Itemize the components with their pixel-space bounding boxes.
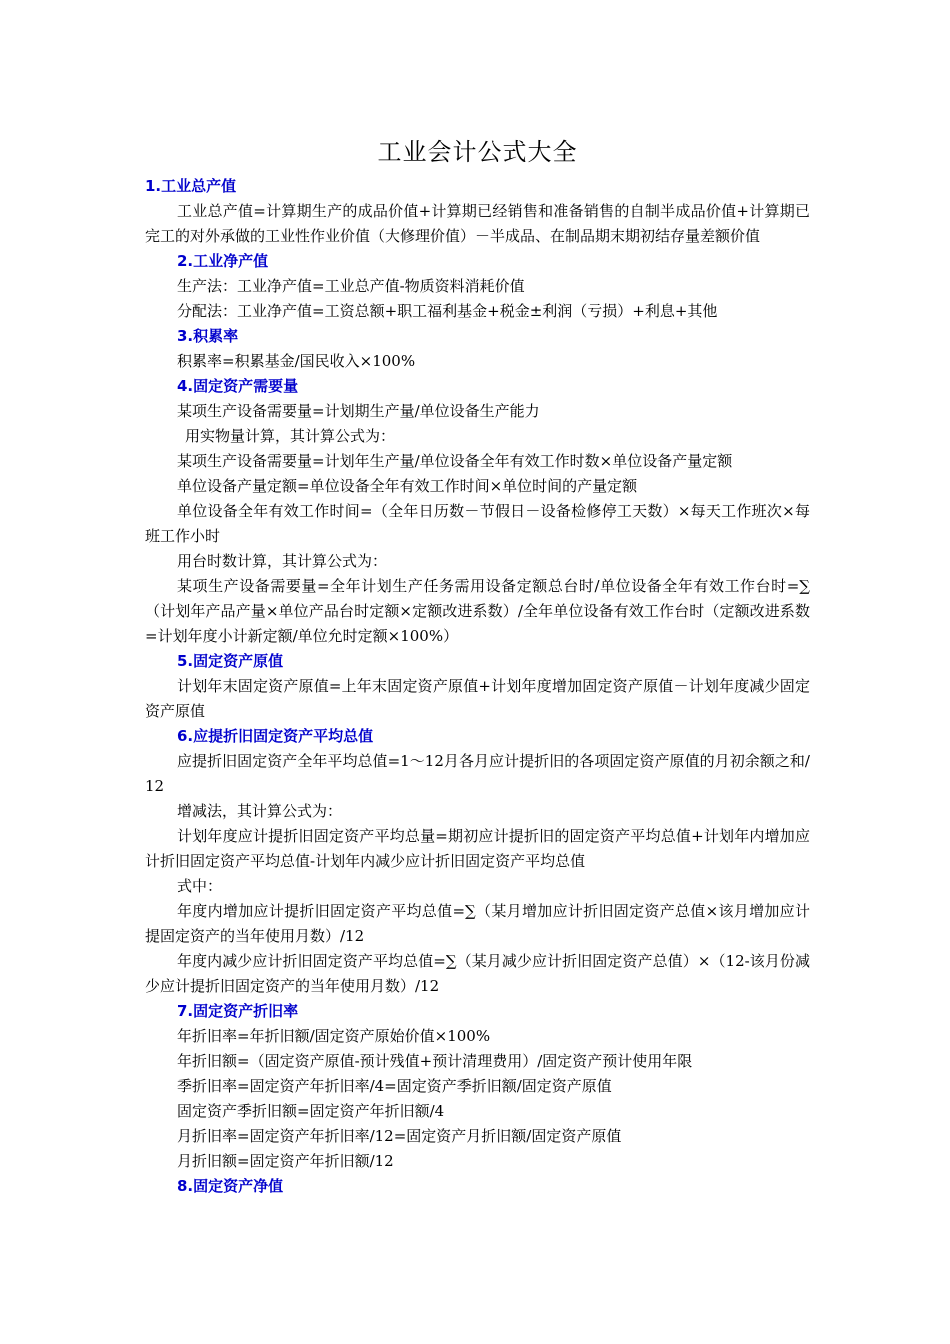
section-heading: 8.固定资产净值 — [177, 1177, 284, 1195]
formula-paragraph: 应提折旧固定资产全年平均总值=1～12月各月应计提折旧的各项固定资产原值的月初余额之和/12 — [145, 752, 810, 795]
formula-paragraph: 用实物量计算，其计算公式为： — [185, 427, 396, 445]
section-heading: 7.固定资产折旧率 — [177, 1002, 299, 1020]
formula-paragraph: 分配法：工业净产值=工资总额+职工福利基金+税金±利润（亏损）+利息+其他 — [177, 302, 718, 320]
section-heading: 4.固定资产需要量 — [177, 377, 299, 395]
formula-paragraph: 月折旧额=固定资产年折旧额/12 — [177, 1152, 394, 1170]
formula-paragraph: 某项生产设备需要量=计划期生产量/单位设备生产能力 — [177, 402, 540, 420]
formula-paragraph: 月折旧率=固定资产年折旧率/12=固定资产月折旧额/固定资产原值 — [177, 1127, 622, 1145]
formula-paragraph: 季折旧率=固定资产年折旧率/4=固定资产季折旧额/固定资产原值 — [177, 1077, 612, 1095]
formula-paragraph: 增减法，其计算公式为： — [177, 802, 343, 820]
formula-paragraph: 某项生产设备需要量=全年计划生产任务需用设备定额总台时/单位设备全年有效工作台时=∑（计划年产品产量×单位产品台时定额×定额改进系数）/全年单位设备有效工作台时（定额改进系数=计划年度小计新定额/单位允时定额×100%） — [145, 577, 810, 645]
formula-paragraph: 单位设备产量定额=单位设备全年有效工作时间×单位时间的产量定额 — [177, 477, 638, 495]
section-heading: 3.积累率 — [177, 327, 239, 345]
formula-paragraph: 年度内增加应计提折旧固定资产平均总值=∑（某月增加应计折旧固定资产总值×该月增加应计提固定资产的当年使用月数）/12 — [145, 902, 810, 945]
formula-paragraph: 年折旧率=年折旧额/固定资产原始价值×100% — [177, 1027, 491, 1045]
section-heading: 2.工业净产值 — [177, 252, 269, 270]
formula-paragraph: 计划年度应计提折旧固定资产平均总量=期初应计提折旧的固定资产平均总值+计划年内增加应计折旧固定资产平均总值-计划年内减少应计折旧固定资产平均总值 — [145, 827, 810, 870]
section-heading: 6.应提折旧固定资产平均总值 — [177, 727, 374, 745]
formula-paragraph: 单位设备全年有效工作时间=（全年日历数－节假日－设备检修停工天数）×每天工作班次×每班工作小时 — [145, 502, 810, 545]
formula-paragraph: 计划年末固定资产原值=上年末固定资产原值+计划年度增加固定资产原值－计划年度减少固定资产原值 — [145, 677, 810, 720]
section-heading: 1.工业总产值 — [145, 177, 237, 195]
document-title: 工业会计公式大全 — [377, 138, 578, 166]
formula-paragraph: 生产法：工业净产值=工业总产值-物质资料消耗价值 — [177, 277, 525, 295]
section-heading: 5.固定资产原值 — [177, 652, 284, 670]
formula-paragraph: 工业总产值=计算期生产的成品价值+计算期已经销售和准备销售的自制半成品价值+计算期已完工的对外承做的工业性作业价值（大修理价值）－半成品、在制品期末期初结存量差额价值 — [145, 202, 810, 245]
formula-paragraph: 年折旧额=（固定资产原值-预计残值+预计清理费用）/固定资产预计使用年限 — [177, 1052, 693, 1070]
document-body — [145, 132, 810, 1199]
formula-paragraph: 固定资产季折旧额=固定资产年折旧额/4 — [177, 1102, 445, 1120]
formula-paragraph: 某项生产设备需要量=计划年生产量/单位设备全年有效工作时数×单位设备产量定额 — [177, 452, 733, 470]
formula-paragraph: 积累率=积累基金/国民收入×100% — [177, 352, 416, 370]
formula-paragraph: 年度内减少应计折旧固定资产平均总值=∑（某月减少应计折旧固定资产总值）×（12-该月份减少应计提折旧固定资产的当年使用月数）/12 — [145, 952, 810, 995]
formula-paragraph: 式中： — [177, 877, 223, 895]
sections-container — [145, 174, 810, 1199]
formula-paragraph: 用台时数计算，其计算公式为： — [177, 552, 388, 570]
